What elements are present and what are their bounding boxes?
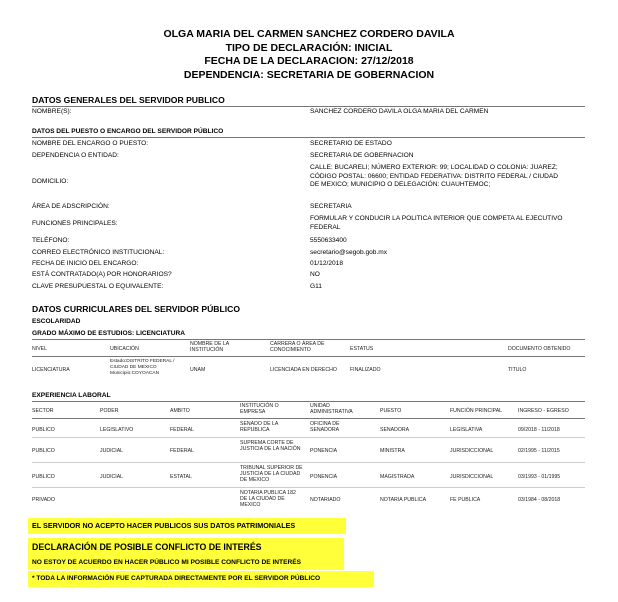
field-value: G11 [310,283,322,290]
table-header: NOMBRE DE LA INSTITUCIÓN [190,341,229,354]
note-conflicto-text: NO ESTOY DE ACUERDO EN HACER PÚBLICO MI POSIBLE CONFLICTO DE INTERÉS [28,555,344,570]
table-cell: NOTARIA PUBLICA 182 DE LA CIUDAD DE MEXICO [240,490,296,509]
field-value: SECRETARIA [310,203,352,210]
table-cell: PONENCIA [310,474,338,480]
field-value: 01/12/2018 [310,260,344,267]
field-label: FECHA DE INICIO DEL ENCARGO: [32,260,139,267]
declaration-date: FECHA DE LA DECLARACION: 27/12/2018 [204,55,414,67]
field-label: NOMBRE DEL ENCARGO O PUESTO: [32,140,149,147]
field-value: SECRETARIA DE GOBERNACION [310,152,414,159]
table-cell: LICENCIADA EN DERECHO [270,367,337,373]
table-cell: PONENCIA [310,448,338,454]
field-value: SECRETARIO DE ESTADO [310,140,392,147]
note-conflicto-title: DECLARACIÓN DE POSIBLE CONFLICTO DE INTERÉS [28,538,344,556]
table-header: SECTOR [32,408,54,414]
declarant-name: OLGA MARIA DEL CARMEN SANCHEZ CORDERO DAVILA [163,28,455,40]
table-cell: TITULO [508,367,527,373]
subsection-escolaridad: ESCOLARIDAD [32,318,81,325]
table-cell: NOTARIADO [310,497,341,503]
table-header: PODER [100,408,119,414]
declaration-type: TIPO DE DECLARACIÓN: INICIAL [225,41,393,54]
table-cell: PUBLICO [32,427,55,433]
table-cell: 02/1995 - 11/2015 [518,448,560,454]
document-header [0,28,618,82]
table-cell: LICENCIATURA [32,367,70,373]
subsection-experiencia: EXPERIENCIA LABORAL [32,392,111,399]
table-cell: FINALIZADO [350,367,381,373]
field-label: FUNCIONES PRINCIPALES: [32,220,118,227]
field-label: ESTÁ CONTRATADO(A) POR HONORARIOS? [32,271,172,278]
field-value: secretario@segob.gob.mx [310,249,388,256]
table-cell: 03/1993 - 01/1995 [518,474,561,480]
field-label: ÁREA DE ADSCRIPCIÓN: [32,203,110,210]
table-cell: TRIBUNAL SUPERIOR DE JUSTICIA DE LA CIUDAD DE MEXICO [240,465,303,484]
table-cell: LEGISLATIVA [450,427,483,433]
table-cell: Estado:DISTRITO FEDERAL / CIUDAD DE MEXICO Municipio:COYOACAN [110,359,175,376]
divider [32,437,585,438]
table-cell: 09/2018 - 11/2018 [518,427,560,433]
table-cell: UNAM [190,367,206,373]
field-label-nombre: NOMBRE(S): [32,108,72,115]
table-cell: MAGISTRADA [380,474,415,480]
table-cell: SENADO DE LA REPUBLICA [240,421,279,434]
field-value-nombre: SANCHEZ CORDERO DAVILA OLGA MARIA DEL CARMEN [310,108,489,115]
table-cell: FEDERAL [170,427,194,433]
field-value: 5550633400 [310,237,347,244]
table-cell: PRIVADO [32,497,55,503]
field-value: NO [310,271,320,278]
table-header: ESTATUS [350,346,374,352]
table-cell: JUDICIAL [100,448,124,454]
table-header: INSTITUCIÓN O EMPRESA [240,403,279,416]
table-cell: NOTARIA PUBLICA [380,497,427,503]
note-captura: * TODA LA INFORMACIÓN FUE CAPTURADA DIRECTAMENTE POR EL SERVIDOR PÚBLICO [28,571,374,587]
table-cell: JURISDICCIONAL [450,448,494,454]
table-header: CARRERA O ÁREA DE CONOCIMIENTO [270,341,325,354]
table-cell: ESTATAL [170,474,192,480]
table-cell: JURISDICCIONAL [450,474,494,480]
table-cell: SUPREMA CORTE DE JUSTICIA DE LA NACIÓN [240,440,301,453]
field-label: DOMICILIO: [32,178,69,185]
divider [32,462,585,463]
section-title-curriculares: DATOS CURRICULARES DEL SERVIDOR PÚBLICO [32,304,241,314]
divider [32,487,585,488]
divider [32,401,585,402]
grado-maximo: GRADO MÁXIMO DE ESTUDIOS: LICENCIATURA [32,330,185,337]
table-cell: 03/1984 - 08/2018 [518,497,561,503]
table-header: AMBITO [170,408,190,414]
divider [32,339,585,340]
table-cell: OFICINA DE SENADORA [310,421,340,434]
field-label: CORREO ELECTRÓNICO INSTITUCIONAL: [32,249,165,256]
field-value: FORMULAR Y CONDUCIR LA POLITICA INTERIOR QUE COMPETA AL EJECUTIVO FEDERAL [310,215,563,231]
divider [32,137,585,138]
divider [32,356,585,357]
table-header: FUNCIÓN PRINCIPAL [450,408,503,414]
divider [32,106,585,107]
section-title-generales: DATOS GENERALES DEL SERVIDOR PUBLICO [32,95,225,105]
field-label: DEPENDENCIA O ENTIDAD: [32,152,119,159]
table-header: UNIDAD ADMINISTRATIVA [310,403,353,416]
table-cell: JUDICIAL [100,474,124,480]
table-cell: PUBLICO [32,474,55,480]
table-cell: SENADORA [380,427,410,433]
field-value: CALLE: BUCARELI; NÚMERO EXTERIOR: 99; LOCALIDAD O COLONIA: JUAREZ; CÓDIGO POSTAL: 06600; ENTIDAD FEDERATIVA: DISTRITO FEDERAL / CIUDAD DE MEXICO; MUNICIPIO O DELEGACIÓN: CUAUHTEMOC; [310,164,559,189]
table-header: UBICACIÓN [110,346,139,352]
section-title-puesto: DATOS DEL PUESTO O ENCARGO DEL SERVIDOR PÚBLICO [32,128,224,135]
table-header: INGRESO - EGRESO [518,408,569,414]
note-patrimoniales: EL SERVIDOR NO ACEPTO HACER PUBLICOS SUS DATOS PATRIMONIALES [28,518,346,534]
table-cell: LEGISLATIVO [100,427,134,433]
declaration-agency: DEPENDENCIA: SECRETARIA DE GOBERNACION [183,68,435,81]
table-cell: FEDERAL [170,448,194,454]
table-header: NIVEL [32,346,47,352]
field-label: TELÉFONO: [32,237,70,244]
table-cell: MINISTRA [380,448,405,454]
table-cell: FE PUBLICA [450,497,481,503]
field-label: CLAVE PRESUPUESTAL O EQUIVALENTE: [32,283,164,290]
table-header: DOCUMENTO OBTENIDO [508,346,571,352]
table-header: PUESTO [380,408,402,414]
table-cell: PUBLICO [32,448,55,454]
divider [32,418,585,419]
